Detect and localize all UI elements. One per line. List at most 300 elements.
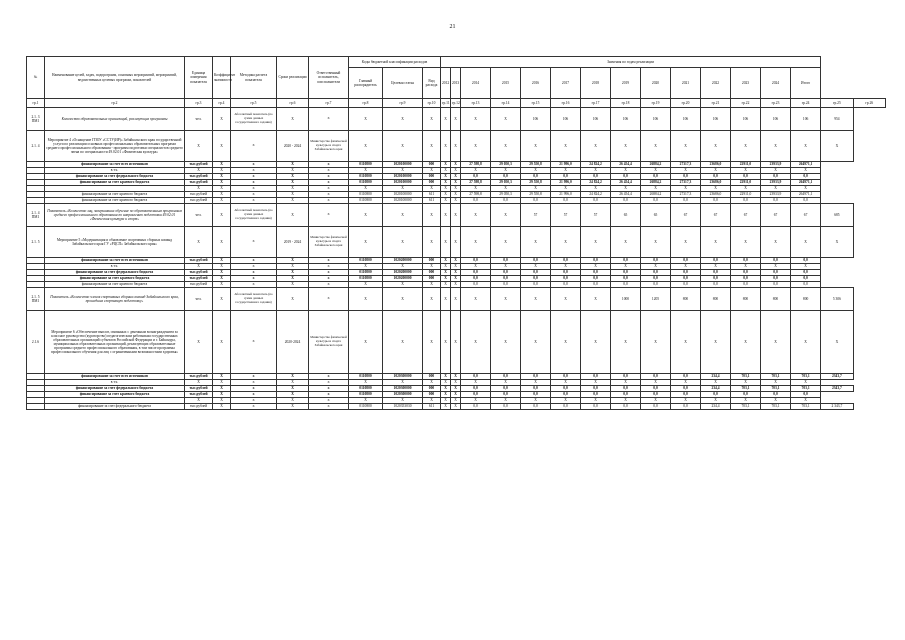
- table-cell: X: [231, 227, 277, 258]
- table-cell: X: [491, 131, 521, 162]
- table-cell: X: [731, 131, 761, 162]
- row-code: 2.1. 3 ПМ1: [27, 108, 45, 131]
- table-cell: 000: [423, 374, 441, 380]
- table-cell: X: [821, 311, 853, 374]
- table-cell: 0,0: [671, 258, 701, 264]
- table-cell: 23686,0: [701, 162, 731, 168]
- table-cell: 0110800: [349, 270, 383, 276]
- table-cell: 0,0: [491, 198, 521, 204]
- table-cell: X: [213, 392, 231, 398]
- table-cell: 0,0: [641, 174, 671, 180]
- table-cell: 0,0: [761, 258, 791, 264]
- table-cell: 000: [423, 392, 441, 398]
- table-cell: 0,0: [731, 174, 761, 180]
- row-name: Количество образовательных организаций, реализующих программы: [45, 108, 185, 131]
- table-cell: 29 550,8: [521, 192, 551, 198]
- table-cell: 703,1: [761, 404, 791, 410]
- table-cell: 234,4: [701, 404, 731, 410]
- table-cell: 0,0: [461, 282, 491, 288]
- table-cell: X: [185, 398, 213, 404]
- table-cell: X: [441, 186, 451, 192]
- table-cell: 21 996,0: [551, 192, 581, 198]
- table-cell: 703,1: [731, 374, 761, 380]
- row-name: Мероприятие 4 «Оснащение ГПОУ «ССТУ(ИР)» Забайкальского края государственной услуги по реализации основных профессиональных образовательных программ среднего профессионального образования - программ подготовки специалистов среднего звена по специальности 49.02.01 «Физическая культура»: [45, 131, 185, 162]
- table-cell: X: [581, 264, 611, 270]
- table-cell: X: [309, 186, 349, 192]
- table-cell: 0,0: [461, 258, 491, 264]
- table-cell: 0,0: [671, 270, 701, 276]
- column-number: гр.14: [491, 99, 521, 108]
- table-cell: 0,0: [461, 392, 491, 398]
- table-cell: X: [451, 204, 461, 227]
- table-cell: X: [349, 398, 383, 404]
- table-cell: 0,0: [551, 198, 581, 204]
- table-cell: X: [277, 204, 309, 227]
- table-cell: X: [231, 386, 277, 392]
- table-cell: X: [451, 374, 461, 380]
- table-cell: X: [383, 186, 423, 192]
- table-cell: Абсолютный показатель (по сумме данных государственного задания): [231, 288, 277, 311]
- table-cell: X: [731, 168, 761, 174]
- table-cell: 65: [611, 204, 641, 227]
- table-cell: X: [491, 311, 521, 374]
- table-cell: X: [521, 380, 551, 386]
- column-number: гр.3: [185, 99, 213, 108]
- table-cell: X: [423, 264, 441, 270]
- table-cell: 0,0: [551, 258, 581, 264]
- table-cell: 27317,3: [671, 192, 701, 198]
- table-cell: X: [581, 186, 611, 192]
- table-cell: 234,4: [701, 374, 731, 380]
- table-cell: 106: [731, 108, 761, 131]
- table-cell: X: [701, 264, 731, 270]
- table-cell: X: [441, 131, 451, 162]
- table-cell: X: [491, 398, 521, 404]
- column-number: гр.4: [213, 99, 231, 108]
- table-cell: 0,0: [761, 198, 791, 204]
- table-cell: 0,0: [491, 374, 521, 380]
- table-cell: X: [451, 227, 461, 258]
- table-cell: X: [611, 186, 641, 192]
- table-cell: 26 454,4: [611, 192, 641, 198]
- table-cell: 0,0: [581, 198, 611, 204]
- table-cell: X: [701, 131, 731, 162]
- table-cell: 0,0: [551, 374, 581, 380]
- table-cell: 0,0: [521, 386, 551, 392]
- table-cell: тыс.рублей: [185, 198, 213, 204]
- row-code: 2.1. 4: [27, 131, 45, 162]
- table-cell: X: [521, 227, 551, 258]
- table-cell: 67: [701, 204, 731, 227]
- table-cell: X: [581, 398, 611, 404]
- table-cell: 0,0: [551, 386, 581, 392]
- table-cell: 57: [551, 204, 581, 227]
- table-cell: 0,0: [761, 392, 791, 398]
- table-cell: 0,0: [611, 392, 641, 398]
- table-cell: X: [791, 398, 821, 404]
- table-cell: X: [441, 198, 451, 204]
- table-cell: X: [423, 380, 441, 386]
- table-cell: X: [213, 282, 231, 288]
- header-name: Наименование целей, задач, подпрограмм, основных мероприятий, мероприятий, ведомственных целевых программ, показателей: [45, 57, 185, 99]
- table-cell: 703,1: [761, 374, 791, 380]
- table-cell: X: [441, 204, 451, 227]
- table-row: [27, 227, 886, 258]
- table-cell: 0,0: [671, 198, 701, 204]
- table-cell: X: [611, 227, 641, 258]
- table-cell: 611: [423, 404, 441, 410]
- table-cell: чел.: [185, 288, 213, 311]
- table-cell: X: [231, 264, 277, 270]
- table-cell: X: [701, 380, 731, 386]
- table-cell: 0,0: [461, 276, 491, 282]
- table-cell: 1020100000: [383, 180, 423, 186]
- table-cell: 0,0: [611, 258, 641, 264]
- column-number: гр.11: [441, 99, 451, 108]
- table-cell: 0,0: [611, 404, 641, 410]
- table-cell: X: [423, 288, 441, 311]
- table-cell: 0110800: [349, 180, 383, 186]
- table-cell: X: [611, 131, 641, 162]
- table-cell: X: [309, 270, 349, 276]
- table-cell: X: [231, 270, 277, 276]
- table-cell: X: [791, 186, 821, 192]
- table-cell: X: [213, 192, 231, 198]
- table-cell: X: [611, 264, 641, 270]
- table-cell: X: [441, 311, 451, 374]
- table-cell: 67: [671, 204, 701, 227]
- table-cell: X: [277, 404, 309, 410]
- table-cell: 1020100000: [383, 174, 423, 180]
- table-cell: X: [309, 192, 349, 198]
- table-cell: X: [671, 168, 701, 174]
- table-cell: X: [701, 311, 731, 374]
- table-cell: 106: [551, 108, 581, 131]
- table-cell: 954: [821, 108, 853, 131]
- table-cell: X: [383, 311, 423, 374]
- table-cell: X: [277, 276, 309, 282]
- table-cell: 0,0: [701, 276, 731, 282]
- table-cell: 1020300000: [383, 392, 423, 398]
- table-cell: X: [441, 162, 451, 168]
- table-cell: X: [213, 386, 231, 392]
- table-cell: X: [349, 264, 383, 270]
- table-cell: X: [701, 398, 731, 404]
- table-cell: 26 454,4: [611, 162, 641, 168]
- table-cell: X: [231, 380, 277, 386]
- table-cell: 0,0: [791, 258, 821, 264]
- table-cell: 800: [791, 288, 821, 311]
- table-cell: 611: [423, 192, 441, 198]
- table-cell: 0110800: [349, 404, 383, 410]
- table-cell: X: [309, 282, 349, 288]
- table-cell: X: [611, 380, 641, 386]
- table-cell: X: [791, 227, 821, 258]
- table-cell: X: [581, 131, 611, 162]
- row-code: 2.1.6: [27, 311, 45, 374]
- table-cell: 0,0: [461, 198, 491, 204]
- table-cell: 1205: [641, 288, 671, 311]
- column-number: гр.24: [791, 99, 821, 108]
- table-cell: X: [277, 380, 309, 386]
- table-cell: X: [423, 398, 441, 404]
- table-cell: 0,0: [791, 198, 821, 204]
- table-cell: 26884,2: [641, 192, 671, 198]
- table-cell: X: [491, 204, 521, 227]
- header-responsible: Ответственный исполнитель, соисполнители: [309, 57, 349, 99]
- table-cell: X: [451, 198, 461, 204]
- table-cell: X: [309, 386, 349, 392]
- table-cell: X: [309, 392, 349, 398]
- table-cell: X: [451, 264, 461, 270]
- table-cell: 264971,1: [791, 180, 821, 186]
- table-cell: X: [671, 311, 701, 374]
- table-cell: X: [213, 264, 231, 270]
- column-number: гр.12: [451, 99, 461, 108]
- table-cell: 0,0: [731, 276, 761, 282]
- table-cell: X: [451, 404, 461, 410]
- column-number: гр.10: [423, 99, 441, 108]
- table-cell: X: [231, 162, 277, 168]
- table-cell: X: [611, 398, 641, 404]
- table-cell: тыс.рублей: [185, 282, 213, 288]
- table-cell: 0,0: [641, 270, 671, 276]
- table-cell: X: [277, 180, 309, 186]
- table-cell: X: [309, 398, 349, 404]
- table-cell: X: [213, 398, 231, 404]
- table-cell: 703,1: [731, 386, 761, 392]
- table-cell: X: [213, 180, 231, 186]
- table-cell: 0,0: [761, 282, 791, 288]
- table-cell: 106: [611, 108, 641, 131]
- table-cell: Абсолютный показатель (по сумме данных государственного задания): [231, 108, 277, 131]
- table-cell: 0,0: [491, 276, 521, 282]
- table-cell: X: [231, 131, 277, 162]
- table-cell: X: [451, 168, 461, 174]
- table-cell: X: [441, 288, 451, 311]
- table-cell: X: [451, 162, 461, 168]
- table-cell: X: [213, 204, 231, 227]
- table-cell: X: [761, 311, 791, 374]
- table-cell: тыс.рублей: [185, 404, 213, 410]
- header-unit: Единица измерения показателя: [185, 57, 213, 99]
- row-name: в т.ч.: [45, 168, 185, 174]
- table-cell: тыс.рублей: [185, 174, 213, 180]
- table-cell: X: [231, 186, 277, 192]
- table-cell: 0,0: [491, 270, 521, 276]
- table-cell: X: [521, 264, 551, 270]
- table-row: [27, 131, 886, 162]
- table-cell: 23933,9: [761, 180, 791, 186]
- table-cell: 29 050,3: [491, 180, 521, 186]
- table-cell: X: [641, 311, 671, 374]
- table-cell: X: [213, 186, 231, 192]
- table-cell: 5 306: [821, 288, 853, 311]
- table-cell: X: [441, 404, 451, 410]
- table-cell: 106: [701, 108, 731, 131]
- table-cell: X: [581, 311, 611, 374]
- table-cell: X: [761, 398, 791, 404]
- table-cell: X: [441, 392, 451, 398]
- table-cell: X: [231, 174, 277, 180]
- column-number: гр.22: [731, 99, 761, 108]
- row-name: финансирование за счет краевого бюджета: [45, 198, 185, 204]
- table-cell: тыс.рублей: [185, 386, 213, 392]
- table-cell: X: [461, 204, 491, 227]
- table-cell: 29 050,3: [491, 162, 521, 168]
- table-cell: 0,0: [701, 270, 731, 276]
- table-cell: X: [551, 168, 581, 174]
- table-cell: 106: [791, 108, 821, 131]
- table-cell: X: [185, 186, 213, 192]
- table-cell: 0,0: [551, 404, 581, 410]
- table-cell: 0,0: [641, 258, 671, 264]
- table-cell: X: [277, 186, 309, 192]
- table-cell: X: [185, 227, 213, 258]
- table-cell: X: [383, 380, 423, 386]
- table-cell: 0,0: [521, 198, 551, 204]
- table-cell: 57: [521, 204, 551, 227]
- table-cell: X: [277, 174, 309, 180]
- table-cell: X: [461, 131, 491, 162]
- table-cell: 0,0: [611, 282, 641, 288]
- row-name: финансирование за счет всех источников: [45, 258, 185, 264]
- table-cell: 0,0: [701, 258, 731, 264]
- row-name: в т.ч.: [45, 264, 185, 270]
- table-cell: 24 824,2: [581, 180, 611, 186]
- table-cell: 106: [581, 108, 611, 131]
- table-cell: 0,0: [671, 276, 701, 282]
- table-cell: X: [383, 168, 423, 174]
- table-row: [27, 108, 886, 131]
- table-cell: 800: [761, 288, 791, 311]
- table-cell: 0,0: [461, 270, 491, 276]
- table-cell: X: [641, 398, 671, 404]
- header-year: 2015: [491, 68, 521, 99]
- table-cell: 1020200000: [383, 276, 423, 282]
- table-cell: 0110800: [349, 192, 383, 198]
- table-cell: 26 454,4: [611, 180, 641, 186]
- table-cell: X: [761, 264, 791, 270]
- table-cell: X: [461, 108, 491, 131]
- table-cell: X: [309, 276, 349, 282]
- table-cell: X: [309, 198, 349, 204]
- table-cell: X: [581, 288, 611, 311]
- table-cell: 0,0: [761, 276, 791, 282]
- table-cell: 0,0: [791, 276, 821, 282]
- table-cell: 67: [731, 204, 761, 227]
- table-cell: 0,0: [551, 174, 581, 180]
- table-cell: X: [231, 398, 277, 404]
- table-cell: X: [185, 380, 213, 386]
- table-cell: X: [383, 227, 423, 258]
- table-cell: 27 598,8: [461, 192, 491, 198]
- table-cell: X: [309, 288, 349, 311]
- table-cell: X: [701, 227, 731, 258]
- table-cell: 0,0: [641, 392, 671, 398]
- table-cell: X: [791, 380, 821, 386]
- table-row: [27, 311, 886, 374]
- table-cell: X: [671, 186, 701, 192]
- column-number: гр.7: [309, 99, 349, 108]
- table-cell: 0110800: [349, 258, 383, 264]
- table-cell: 27 598,8: [461, 180, 491, 186]
- table-cell: 0,0: [551, 282, 581, 288]
- table-cell: X: [441, 174, 451, 180]
- table-cell: X: [641, 264, 671, 270]
- table-cell: X: [231, 404, 277, 410]
- table-cell: 234,4: [701, 386, 731, 392]
- column-number: гр.15: [521, 99, 551, 108]
- table-cell: X: [309, 162, 349, 168]
- row-code: [27, 404, 45, 410]
- table-cell: X: [231, 374, 277, 380]
- table-cell: X: [491, 264, 521, 270]
- table-cell: X: [441, 276, 451, 282]
- table-cell: 0,0: [671, 392, 701, 398]
- table-cell: X: [441, 264, 451, 270]
- row-code: 2.1. 5 ПМ1: [27, 288, 45, 311]
- table-cell: X: [383, 398, 423, 404]
- table-cell: 0,0: [461, 386, 491, 392]
- table-cell: 0,0: [491, 392, 521, 398]
- table-cell: X: [451, 270, 461, 276]
- table-cell: X: [277, 264, 309, 270]
- table-cell: X: [383, 108, 423, 131]
- table-cell: X: [551, 398, 581, 404]
- table-cell: X: [761, 380, 791, 386]
- table-cell: 000: [423, 276, 441, 282]
- table-cell: X: [451, 392, 461, 398]
- table-cell: X: [309, 264, 349, 270]
- table-cell: 0,0: [521, 404, 551, 410]
- table-cell: 2019 - 2024: [277, 227, 309, 258]
- table-cell: X: [451, 258, 461, 264]
- table-cell: 703,1: [791, 386, 821, 392]
- table-cell: 0,0: [581, 386, 611, 392]
- table-cell: X: [451, 108, 461, 131]
- table-cell: X: [309, 374, 349, 380]
- row-code: 2.1. 5: [27, 227, 45, 258]
- table-cell: X: [701, 168, 731, 174]
- table-cell: 2020-2024: [277, 311, 309, 374]
- column-number: гр.16: [551, 99, 581, 108]
- table-cell: X: [231, 192, 277, 198]
- table-cell: 67: [791, 204, 821, 227]
- table-cell: X: [441, 282, 451, 288]
- table-cell: X: [551, 227, 581, 258]
- table-cell: чел.: [185, 108, 213, 131]
- row-code: 2.1. 4 ПМ1: [27, 204, 45, 227]
- row-name: финансирование за счет федерального бюджета: [45, 174, 185, 180]
- table-cell: 0,0: [581, 374, 611, 380]
- table-cell: X: [821, 131, 853, 162]
- table-cell: X: [551, 311, 581, 374]
- table-cell: X: [277, 374, 309, 380]
- table-cell: X: [521, 168, 551, 174]
- table-cell: 000: [423, 258, 441, 264]
- table-cell: X: [521, 186, 551, 192]
- table-cell: 27317,3: [671, 180, 701, 186]
- table-cell: 26884,2: [641, 162, 671, 168]
- table-cell: Абсолютный показатель (по сумме данных государственного задания): [231, 204, 277, 227]
- column-number: гр.21: [701, 99, 731, 108]
- table-cell: 1000: [611, 288, 641, 311]
- table-cell: X: [791, 264, 821, 270]
- table-cell: X: [491, 288, 521, 311]
- table-cell: X: [277, 168, 309, 174]
- table-cell: X: [309, 108, 349, 131]
